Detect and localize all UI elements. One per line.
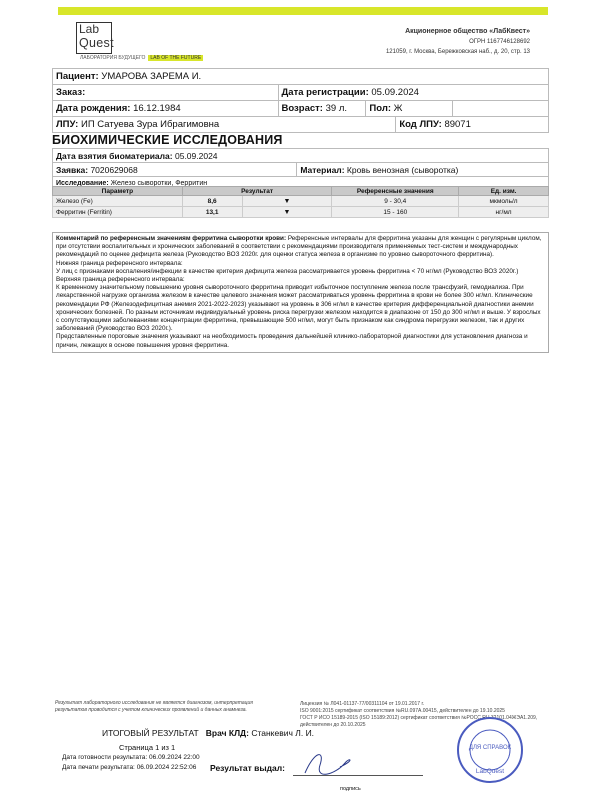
- license-line-3: ГОСТ Р ИСО 15189-2015 (ISO 15189:2012) сертификат соответствия №РОСС RU.32101.04ЖЭА1.209, действителен до 20.10.2025: [300, 715, 538, 728]
- ready-date-line: [62, 753, 200, 763]
- logo-lab-text: Lab: [79, 22, 100, 36]
- print-label: Дата печати результата:: [62, 764, 135, 771]
- comment-paragraph-5: К временному значительному повышению уровня сывороточного ферритина приводит избыточное поступление железа после трансфузий, гемодиализа. При лекарственной нагрузке организма железом в качестве целевого значения может рассматриваться уровень ферритина в крови не более 300 нг/мл. Клинические рекомендации РФ (Железодефицитная анемия 2021-2022-2023) указывают на уровень в 306 нг/мл в качестве критерия дифференциальной диагностики анемии хронических болезней. По разным источникам индивидуальный уровень риска перегрузки железом находится в диапазоне от 150 до 300 нг/мл и выше. У взрослых с сопутствующими заболеваниями концентрации ферритина, превышающие 500 нг/мл, могут быть признаком как синдрома перегрузки железом, так и других заболеваний (Руководство ВОЗ 2020г.).: [56, 284, 541, 333]
- material-value: Кровь венозная (сыворотка): [346, 164, 459, 175]
- order-cell: [53, 85, 279, 101]
- age-label: Возраст:: [281, 103, 323, 114]
- print-date-line: [62, 763, 200, 773]
- stamp-top-text: ДЛЯ СПРАВОК: [468, 745, 512, 751]
- sample-date-label: Дата взятия биоматериала:: [56, 150, 173, 161]
- license-line-1: Лицензия № Л041-01137-77/00311104 от 19.01.2017 г.: [300, 701, 425, 707]
- doctor-label: Врач КЛД:: [205, 728, 249, 738]
- request-label: Заявка:: [56, 164, 89, 175]
- section-title: БИОХИМИЧЕСКИЕ ИССЛЕДОВАНИЯ: [52, 133, 283, 147]
- patient-name: УМАРОВА ЗАРЕМА И.: [101, 71, 202, 82]
- logo-tagline: [80, 55, 203, 61]
- row-result: 8,6: [182, 196, 242, 207]
- company-name: Акционерное общество «ЛабКвест»: [405, 28, 530, 35]
- signature-line: [293, 775, 423, 776]
- comment-text-1: Референсные интервалы для ферритина указаны для женщин с регулярным циклом, при отсутствии воспалительных и хронических заболеваний в соответствии с рекомендациями производителя применяемых тест-систем и международных рекомендаций по оценке дефицита железа (Руководство ВОЗ 2020г. для оценки статуса железа в организме по уровню сывороточного ферритина).: [56, 235, 542, 259]
- request-cell: [53, 163, 297, 177]
- sex-cell: [366, 101, 453, 117]
- row-result: 13,1: [182, 207, 242, 218]
- issued-label: Результат выдал:: [210, 763, 285, 773]
- material-label: Материал:: [300, 164, 345, 175]
- lpu-value: ИП Сатуева Зура Ибрагимовна: [80, 119, 220, 130]
- header-unit: Ед. изм.: [459, 187, 549, 196]
- page-number: Страница 1 из 1: [119, 743, 176, 752]
- final-result-line: [102, 728, 314, 738]
- lpu-label: ЛПУ:: [56, 119, 79, 130]
- lpu-code-cell: [396, 117, 549, 133]
- tagline-ru: ЛАБОРАТОРИЯ БУДУЩЕГО: [80, 55, 146, 61]
- stamp-icon: [455, 715, 525, 785]
- request-value: 7020629068: [90, 164, 138, 175]
- sample-table: [52, 148, 549, 191]
- company-info: [386, 27, 530, 57]
- logo-quest-text: Quest: [79, 36, 114, 50]
- row-ref: 15 - 160: [332, 207, 459, 218]
- comment-paragraph-3: У лиц с признаками воспаления/инфекции в качестве критерия дефицита железа рассматривается уровень ферритина < 70 нг/мл (Руководство ВОЗ 2020г.): [56, 267, 519, 275]
- company-address: 121059, г. Москва, Бережковская наб., д. 20, стр. 13: [385, 49, 530, 55]
- company-ogrn: ОГРН 1167746128692: [469, 39, 530, 45]
- final-label: ИТОГОВЫЙ РЕЗУЛЬТАТ: [102, 728, 199, 738]
- signature-label: подпись: [340, 786, 361, 792]
- stamp-bottom-text: LabQuest: [475, 768, 505, 775]
- comment-paragraph-1: [56, 235, 545, 260]
- dob-value: 16.12.1984: [133, 103, 181, 114]
- empty-cell: [453, 101, 549, 117]
- lpu-cell: [53, 117, 396, 133]
- study-label: Исследование:: [56, 180, 109, 187]
- patient-table: [52, 68, 549, 133]
- comment-paragraph-4: Верхняя граница референсного интервала:: [56, 276, 185, 284]
- results-table: [52, 186, 549, 218]
- sex-label: Пол:: [369, 103, 392, 114]
- lpu-code-value: 89071: [444, 119, 471, 130]
- row-unit: мкмоль/л: [459, 196, 549, 207]
- sample-date-value: 05.09.2024: [174, 150, 218, 161]
- sex-value: Ж: [393, 103, 403, 114]
- top-accent-bar: [58, 7, 548, 15]
- disclaimer: Результат лабораторного исследования не является диагнозом, интерпретация результатов проводится с учетом клинических проявлений и данных анамнеза.: [55, 700, 253, 713]
- dates-block: [62, 753, 200, 773]
- row-param: Железо (Fe): [53, 196, 183, 207]
- header-result: Результат: [182, 187, 332, 196]
- print-value: 06.09.2024 22:52:06: [136, 764, 197, 771]
- age-cell: [278, 101, 366, 117]
- regdate-value: 05.09.2024: [371, 87, 419, 98]
- patient-row: [53, 69, 549, 85]
- header-ref: Референсные значения: [332, 187, 459, 196]
- down-arrow-icon: ▼: [242, 196, 332, 207]
- license-line-2: ISO 9001:2015 сертификат соответствия №RU.097А.00415, действителен до 19.10.2025: [300, 708, 505, 714]
- down-arrow-icon: ▼: [242, 207, 332, 218]
- age-value: 39 л.: [325, 103, 347, 114]
- lpu-code-label: Код ЛПУ:: [399, 119, 442, 130]
- table-row: [53, 207, 549, 218]
- results-header-row: [53, 187, 549, 196]
- dob-cell: [53, 101, 279, 117]
- patient-label: Пациент:: [56, 71, 99, 82]
- ready-label: Дата готовности результата:: [62, 754, 148, 761]
- comment-paragraph-2: Нижняя граница референсного интервала:: [56, 259, 183, 267]
- table-row: [53, 196, 549, 207]
- ready-value: 06.09.2024 22:00: [149, 754, 200, 761]
- header-param: Параметр: [53, 187, 183, 196]
- regdate-label: Дата регистрации:: [281, 87, 369, 98]
- material-cell: [297, 163, 549, 177]
- reference-comment: [52, 232, 549, 353]
- sample-date-cell: [53, 149, 549, 163]
- doctor-name: Станкевич Л. И.: [251, 728, 315, 738]
- row-ref: 9 - 30,4: [332, 196, 459, 207]
- comment-paragraph-6: Представленные пороговые значения указывают на необходимость проведения дальнейшей клинико-лабораторной диагностики для установления диагноза и причин, лежащих в основе повышения уровня ферритина.: [56, 333, 528, 349]
- dob-label: Дата рождения:: [56, 103, 131, 114]
- comment-title: Комментарий по референсным значениям ферритина сыворотки крови:: [56, 235, 287, 242]
- study-value: Железо сыворотки, Ферритин: [110, 180, 208, 187]
- regdate-cell: [278, 85, 548, 101]
- row-unit: нг/мл: [459, 207, 549, 218]
- order-label: Заказ:: [56, 87, 86, 98]
- row-param: Ферритин (Ferritin): [53, 207, 183, 218]
- tagline-en: LAB OF THE FUTURE: [150, 55, 202, 61]
